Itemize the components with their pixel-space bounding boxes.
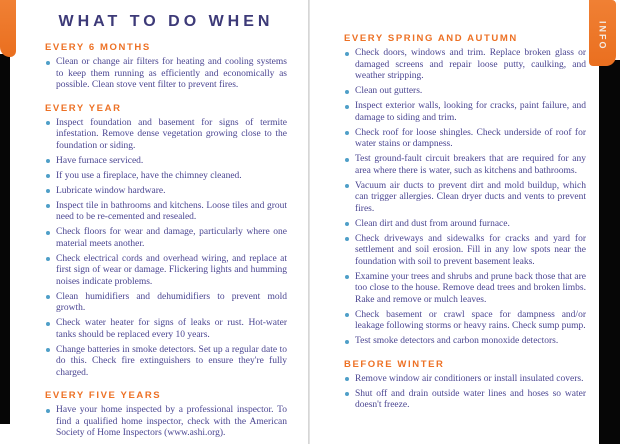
- list-item: [344, 154, 586, 177]
- list-item: [344, 181, 586, 216]
- list-item-text: Have your home inspected by a professional inspector. To find a qualified home inspector, check with the American Society of Home Inspectors (www.ashi.org).: [56, 405, 287, 438]
- list-item-text: Test ground-fault circuit breakers that are required for any area where there is water, such as kitchens and bathrooms.: [355, 154, 586, 176]
- list-item: [45, 171, 287, 183]
- bullet-dot-icon: [345, 377, 349, 381]
- left-page: [45, 0, 287, 443]
- list-item-text: Inspect exterior walls, looking for cracks, paint failure, and damage to siding and trim.: [355, 101, 586, 123]
- bullet-dot-icon: [46, 257, 50, 261]
- list-item: [45, 292, 287, 315]
- bullet-dot-icon: [345, 340, 349, 344]
- list-item-text: Clean dirt and dust from around furnace.: [355, 218, 510, 229]
- list-item-text: Inspect tile in bathrooms and kitchens. Loose tiles and grout need to be re-cemented and resealed.: [56, 200, 287, 222]
- list-item: [344, 128, 586, 151]
- list-item: [344, 374, 586, 386]
- list-item: [344, 336, 586, 348]
- list-item-text: Check electrical cords and overhead wiring, and replace at first sign of wear or damage. Flickering lights and humming noises indicate problems.: [56, 253, 287, 287]
- section-list: [344, 48, 586, 348]
- list-item-text: Check roof for loose shingles. Check underside of roof for water stains or dampness.: [355, 127, 586, 149]
- bullet-dot-icon: [46, 174, 50, 178]
- bullet-dot-icon: [345, 275, 349, 279]
- list-item: [344, 272, 586, 307]
- section-list: [344, 374, 586, 412]
- bullet-dot-icon: [46, 295, 50, 299]
- list-item-text: Clean out gutters.: [355, 86, 423, 96]
- list-item: [45, 186, 287, 198]
- info-tab-label: INFO: [597, 21, 608, 51]
- page-title: WHAT TO DO WHEN: [58, 13, 274, 30]
- bullet-dot-icon: [46, 121, 50, 125]
- list-item-text: Check water heater for signs of leaks or rust. Hot-water tanks should be replaced every 10 years.: [56, 318, 287, 340]
- info-tab: [589, 0, 616, 66]
- section-list: [45, 57, 287, 92]
- section-list: [45, 118, 287, 380]
- list-item-text: If you use a fireplace, have the chimney cleaned.: [56, 170, 242, 181]
- bullet-dot-icon: [345, 52, 349, 56]
- bullet-dot-icon: [345, 131, 349, 135]
- list-item: [344, 234, 586, 269]
- list-item-text: Shut off and drain outside water lines and hoses so water doesn't freeze.: [355, 388, 586, 410]
- list-item: [45, 318, 287, 341]
- bullet-dot-icon: [345, 222, 349, 226]
- list-item-text: Clean humidifiers and dehumidifiers to prevent mold growth.: [56, 291, 287, 313]
- list-item: [45, 345, 287, 380]
- bullet-dot-icon: [46, 204, 50, 208]
- list-item-text: Change batteries in smoke detectors. Set up a regular date to do this. Check fire extinguishers to ensure they're fully charged.: [56, 344, 287, 378]
- bullet-dot-icon: [46, 61, 50, 65]
- list-item-text: Check doors, windows and trim. Replace broken glass or damaged screens and repair loose putty, caulking, and weather stripping.: [355, 48, 586, 81]
- list-item: [344, 310, 586, 333]
- list-item: [45, 405, 287, 440]
- bullet-dot-icon: [345, 392, 349, 396]
- list-item: [344, 219, 586, 231]
- bullet-dot-icon: [46, 189, 50, 193]
- list-item-text: Remove window air conditioners or install insulated covers.: [355, 373, 584, 384]
- right-page: [344, 0, 586, 415]
- left-edge-tab: [0, 0, 16, 57]
- list-item: [45, 227, 287, 250]
- list-item-text: Examine your trees and shrubs and prune back those that are too close to the house. Remove dead trees and broken limbs. Rake and remove or mulch leaves.: [355, 271, 586, 305]
- bullet-dot-icon: [46, 348, 50, 352]
- list-item: [45, 201, 287, 224]
- section-heading-every-five-years: EVERY FIVE YEARS: [45, 390, 162, 401]
- list-item: [344, 389, 586, 412]
- left-page-edge-shadow: [0, 54, 10, 424]
- list-item: [344, 48, 586, 83]
- list-item-text: Lubricate window hardware.: [56, 185, 166, 196]
- list-item-text: Have furnace serviced.: [56, 155, 144, 166]
- bullet-dot-icon: [345, 313, 349, 317]
- list-item-text: Check floors for wear and damage, particularly where one material meets another.: [56, 227, 287, 249]
- page-gutter-divider: [308, 0, 310, 444]
- list-item: [45, 118, 287, 153]
- list-item: [45, 57, 287, 92]
- section-list: [45, 405, 287, 440]
- bullet-dot-icon: [345, 184, 349, 188]
- bullet-dot-icon: [345, 158, 349, 162]
- section-heading-every-6-months: EVERY 6 MONTHS: [45, 42, 151, 53]
- list-item-text: Test smoke detectors and carbon monoxide detectors.: [355, 336, 559, 346]
- list-item-text: Inspect foundation and basement for signs of termite infestation. Remove dense vegetation growing close to the foundation or siding.: [56, 117, 287, 151]
- list-item-text: Check driveways and sidewalks for cracks and yard for settlement and soil erosion. Fill in any low spots near the foundation with soil to prevent basement leaks.: [355, 233, 586, 267]
- list-item: [344, 101, 586, 124]
- section-heading-every-year: EVERY YEAR: [45, 102, 122, 114]
- bullet-dot-icon: [46, 231, 50, 235]
- section-heading-every-spring-and-autumn: EVERY SPRING AND AUTUMN: [344, 33, 518, 44]
- right-page-edge-shadow: [599, 60, 620, 444]
- list-item-text: Clean or change air filters for heating and cooling systems to keep them running as efficiently and economically as possible. Clean stove vent filter to prevent fires.: [56, 57, 287, 90]
- bullet-dot-icon: [345, 237, 349, 241]
- bullet-dot-icon: [46, 322, 50, 326]
- list-item: [45, 156, 287, 168]
- bullet-dot-icon: [345, 90, 349, 94]
- bullet-dot-icon: [46, 159, 50, 163]
- list-item: [344, 86, 586, 98]
- section-heading-before-winter: BEFORE WINTER: [344, 358, 445, 370]
- list-item-text: Vacuum air ducts to prevent dirt and mold buildup, which can trigger allergies. Clean dryer ducts and vents to prevent fires.: [355, 180, 586, 214]
- bullet-dot-icon: [345, 105, 349, 109]
- list-item-text: Check basement or crawl space for dampness and/or leakage following storms or heavy rains. Check sump pump.: [355, 309, 586, 331]
- list-item: [45, 254, 287, 289]
- bullet-dot-icon: [46, 409, 50, 413]
